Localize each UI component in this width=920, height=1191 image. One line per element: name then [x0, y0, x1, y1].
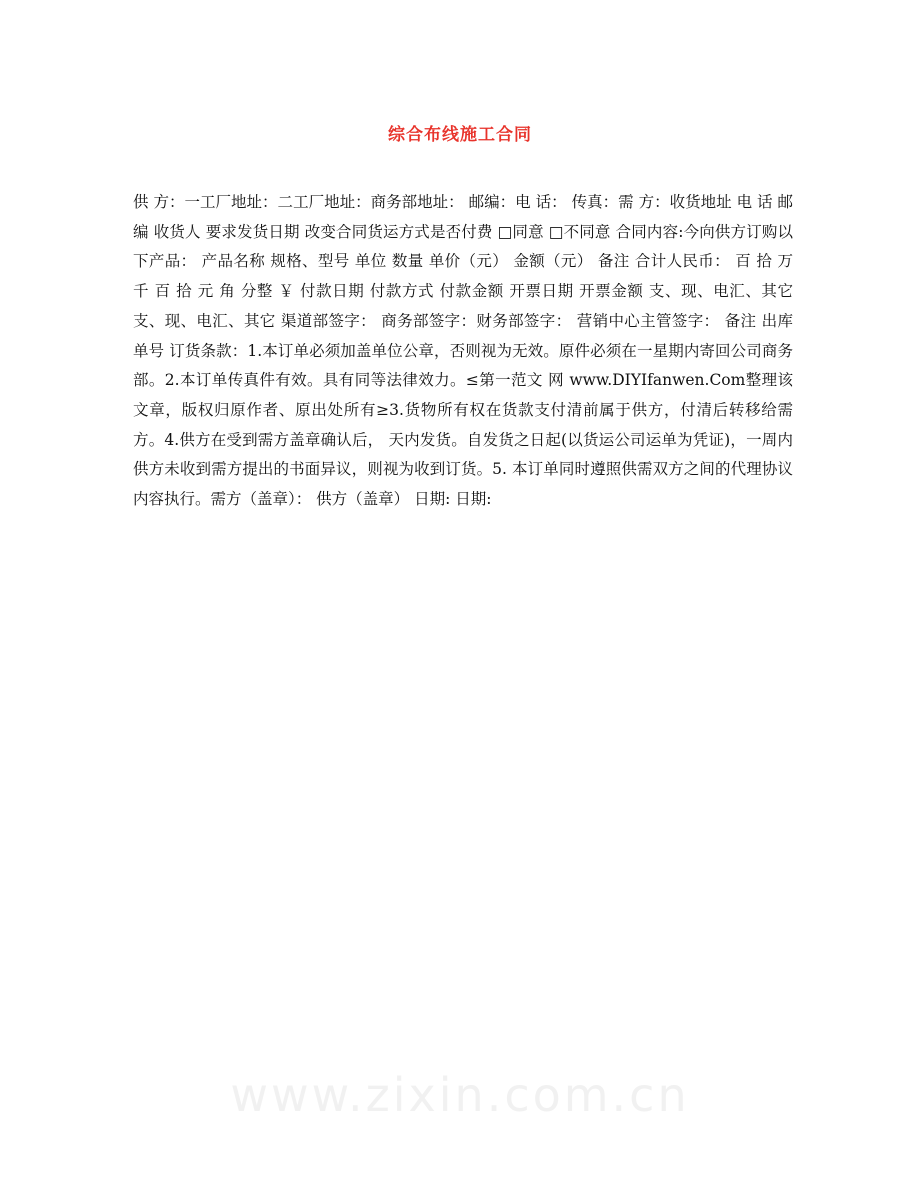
- document-title: 综合布线施工合同: [388, 125, 532, 145]
- contract-body-text: 供 方：一工厂地址：二工厂地址：商务部地址： 邮编：电 话： 传真：需 方：收货地址 电 话 邮 编 收货人 要求发货日期 改变合同货运方式是否付费 □同意 □不同意 合同内容:今向供方订购以下产品： 产品名称 规格、型号 单位 数量 单价（元） 金额（元） 备注 合计人民币： 百 拾 万 千 百 拾 元 角 分整 ￥ 付款日期 付款方式 付款金额 开票日期 开票金额 支、现、电汇、其它 支、现、电汇、其它 渠道部签字： 商务部签字：财务部签字： 营销中心主管签字： 备注 出库单号 订货条款：1.本订单必须加盖单位公章，否则视为无效。原件必须在一星期内寄回公司商务部。2.本订单传真件有效。具有同等法律效力。≤第一范文 网 www.DIYIfanwen.Com整理该文章，版权归原作者、原出处所有≥3.货物所有权在货款支付清前属于供方，付清后转移给需方。4.供方在受到需方盖章确认后， 天内发货。自发货之日起(以货运公司运单为凭证)，一周内供方未收到需方提出的书面异议，则视为收到订货。5. 本订单同时遵照供需双方之间的代理协议内容执行。需方（盖章）： 供方（盖章） 日期: 日期:: [133, 193, 793, 509]
- watermark: www.zixin.com.cn: [230, 1068, 690, 1122]
